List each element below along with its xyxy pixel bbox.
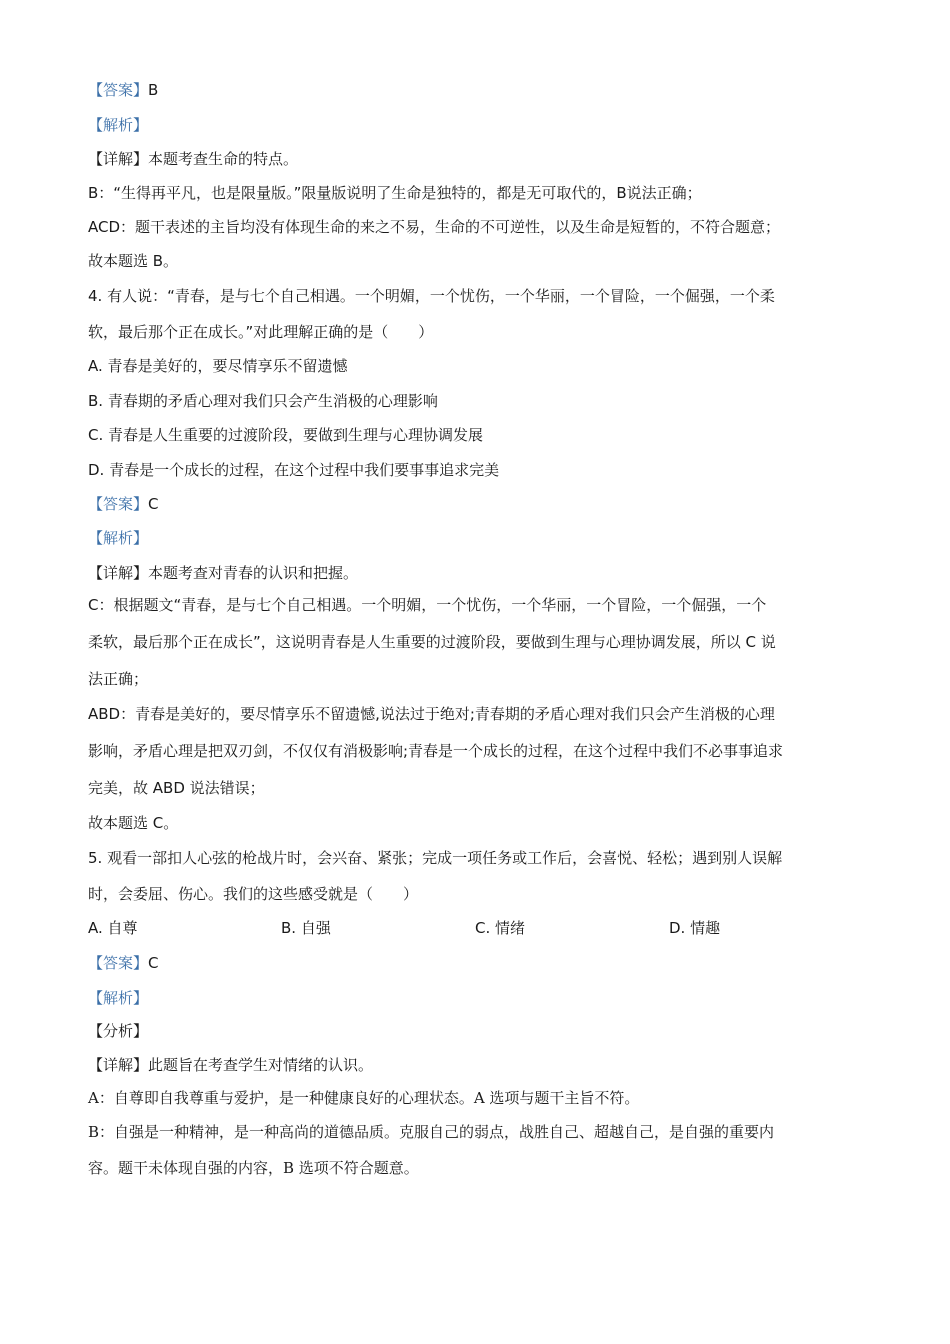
answer-value: C: [148, 495, 159, 513]
explanation-line: ACD：题干表述的主旨均没有体现生命的来之不易，生命的不可逆性，以及生命是短暂的，不符合题意；: [88, 218, 781, 236]
explanation-line: 柔软，最后那个正在成长”，这说明青春是人生重要的过渡阶段，要做到生理与心理协调发展，所以 C 说: [88, 633, 776, 651]
explanation-line: C：根据题文“青春，是与七个自己相遇。一个明媚，一个忧伤，一个华丽，一个冒险，一个倔强，一个: [88, 596, 767, 614]
answer-line: [88, 79, 890, 101]
answer-value: C: [148, 954, 159, 972]
analysis-tag: 【解析】: [88, 529, 149, 547]
explanation-line: B：自强是一种精神，是一种高尚的道德品质。克服自己的弱点，战胜自己、超越自己，是自强的重要内: [88, 1123, 775, 1141]
explanation-line: 影响，矛盾心理是把双刃剑，不仅仅有消极影响;青春是一个成长的过程，在这个过程中我们不必事事追求: [88, 742, 784, 760]
explanation-line: 法正确；: [88, 670, 149, 688]
answer-tag: 【答案】: [88, 81, 149, 99]
explanation-line: ABD：青春是美好的，要尽情享乐不留遗憾,说法过于绝对;青春期的矛盾心理对我们只会产生消极的心理: [88, 705, 775, 723]
answer-tag: 【答案】: [88, 954, 149, 972]
answer-line: [88, 952, 890, 974]
option-b: B. 青春期的矛盾心理对我们只会产生消极的心理影响: [88, 392, 438, 410]
analysis-heading: 【分析】: [88, 1022, 149, 1040]
analysis-tag: 【解析】: [88, 989, 149, 1007]
answer-value: B: [148, 81, 159, 99]
option-a: A. 自尊: [88, 919, 138, 937]
detail-line: 【详解】本题考查对青春的认识和把握。: [88, 564, 359, 582]
detail-line: 【详解】此题旨在考查学生对情绪的认识。: [88, 1056, 374, 1074]
question-stem: 时，会委屈、伤心。我们的这些感受就是（ ）: [88, 885, 419, 903]
detail-line: 【详解】本题考查生命的特点。: [88, 150, 299, 168]
question-stem: 5. 观看一部扣人心弦的枪战片时，会兴奋、紧张；完成一项任务或工作后，会喜悦、轻松；遇到别人误解: [88, 849, 783, 867]
explanation-line: B：“生得再平凡，也是限量版。”限量版说明了生命是独特的，都是无可取代的，B说法正确；: [88, 184, 702, 202]
answer-tag: 【答案】: [88, 495, 149, 513]
explanation-line: A：自尊即自我尊重与爱护，是一种健康良好的心理状态。A 选项与题干主旨不符。: [88, 1089, 640, 1107]
option-a: A. 青春是美好的，要尽情享乐不留遗憾: [88, 357, 348, 375]
option-c: C. 青春是人生重要的过渡阶段，要做到生理与心理协调发展: [88, 426, 484, 444]
explanation-line: 容。题干未体现自强的内容，B 选项不符合题意。: [88, 1159, 419, 1177]
option-c: C. 情绪: [475, 919, 526, 937]
analysis-tag: 【解析】: [88, 116, 149, 134]
option-d: D. 青春是一个成长的过程，在这个过程中我们要事事追求完美: [88, 461, 500, 479]
conclusion-line: 故本题选 B。: [88, 252, 179, 270]
question-stem: 软，最后那个正在成长。”对此理解正确的是（ ）: [88, 323, 434, 341]
conclusion-line: 故本题选 C。: [88, 814, 179, 832]
option-d: D. 情趣: [669, 919, 721, 937]
answer-line: [88, 493, 890, 515]
explanation-line: 完美，故 ABD 说法错误；: [88, 779, 265, 797]
option-b: B. 自强: [281, 919, 331, 937]
question-stem: 4. 有人说：“青春，是与七个自己相遇。一个明媚，一个忧伤，一个华丽，一个冒险，一个倔强，一个柔: [88, 287, 775, 305]
